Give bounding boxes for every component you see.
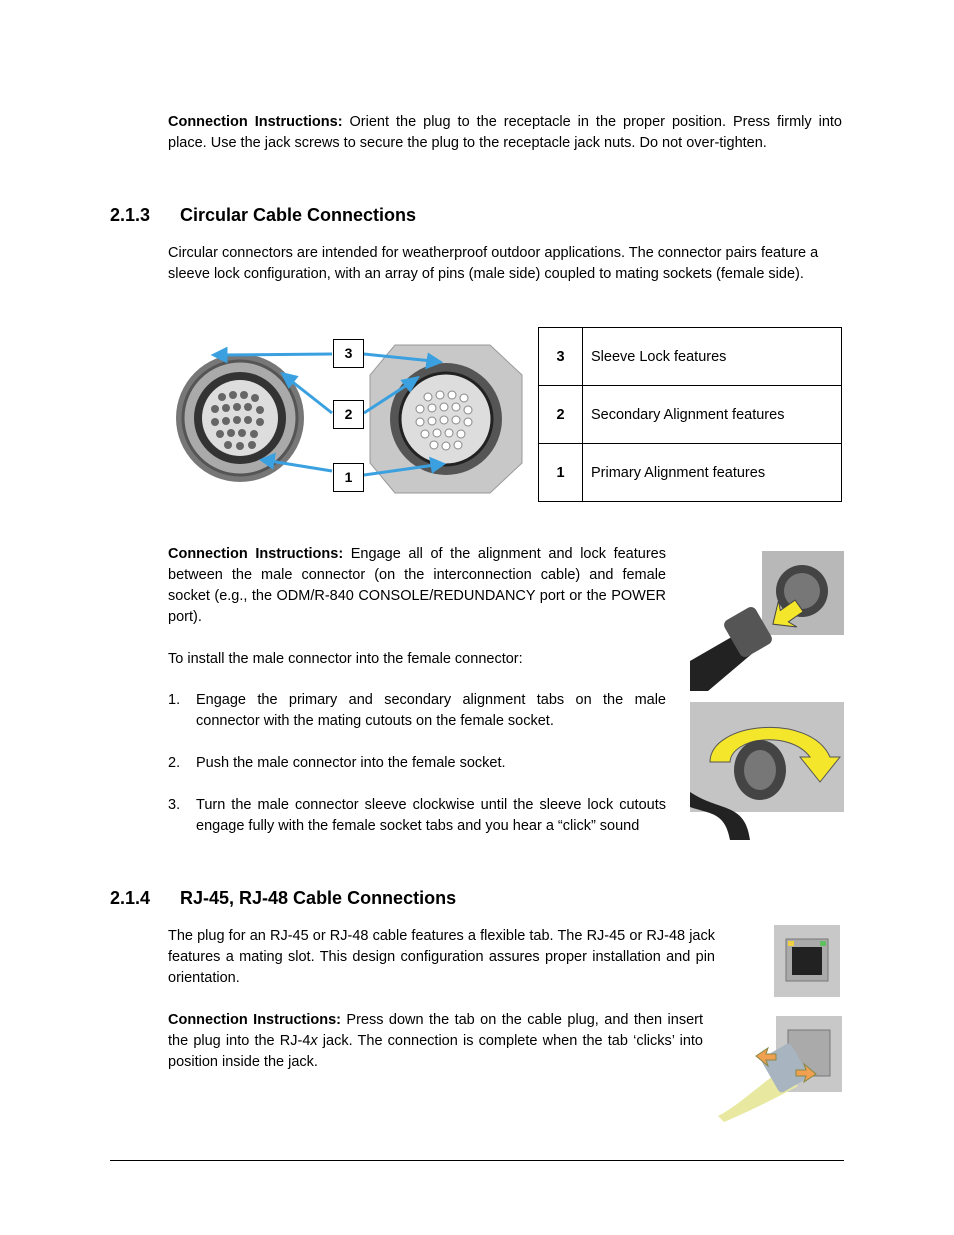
feature-number: 2 xyxy=(539,386,583,444)
install-intro: To install the male connector into the female connector: xyxy=(168,651,523,667)
section-214-number: 2.1.4 xyxy=(110,888,151,908)
rj-jack-photo xyxy=(774,925,840,997)
step-number: 2. xyxy=(168,755,181,771)
rj-instructions-italic: x xyxy=(310,1033,318,1049)
step-text: Push the male connector into the female socket. xyxy=(196,755,506,771)
section-213-heading xyxy=(110,205,416,226)
section-213-number: 2.1.3 xyxy=(110,205,151,225)
footer-rule xyxy=(110,1160,844,1161)
circular-instructions-text: Engage all of the alignment and lock features between the male connector (on the interconnection cable) and female socket (e.g., the ODM/R-840 CONSOLE/REDUNDANCY port or the POWER port). xyxy=(168,546,666,625)
step-number: 1. xyxy=(168,692,181,708)
step-number: 3. xyxy=(168,797,181,813)
callout-1: 1 xyxy=(333,463,364,492)
callout-2: 2 xyxy=(333,400,364,429)
step-text: Turn the male connector sleeve clockwise until the sleeve lock cutouts engage fully with the female socket tabs and you hear a “click” sound xyxy=(196,797,666,834)
feature-table xyxy=(538,327,842,502)
rj-instructions-pre: Press down the tab on the cable plug, and then insert the plug into the RJ-4 xyxy=(168,1012,703,1049)
callout-3: 3 xyxy=(333,339,364,368)
circular-instructions xyxy=(168,544,666,628)
section-214-title: RJ-45, RJ-48 Cable Connections xyxy=(180,888,457,908)
section-213-description: Circular connectors are intended for weatherproof outdoor applications. The connector pairs feature a sleeve lock configuration, with an array of pins (male side) coupled to mating sockets (female side). xyxy=(168,245,819,282)
intro-paragraph xyxy=(168,112,842,154)
table-row xyxy=(539,328,842,386)
section-213-title: Circular Cable Connections xyxy=(180,205,417,225)
section-214-description: The plug for an RJ-45 or RJ-48 cable features a flexible tab. The RJ-45 or RJ-48 jack features a mating slot. This design configuration assures proper installation and pin orientation. xyxy=(168,928,715,986)
list-item xyxy=(168,690,666,732)
sleeve-turn-photo xyxy=(690,702,844,840)
rj-instructions xyxy=(168,1010,703,1073)
circular-instructions-label: Connection Instructions: xyxy=(168,546,344,562)
table-row xyxy=(539,386,842,444)
feature-label: Secondary Alignment features xyxy=(583,386,842,444)
intro-label: Connection Instructions: xyxy=(168,114,343,130)
intro-text: Orient the plug to the receptacle in the proper position. Press firmly into place. Use the jack screws to secure the plug to the receptacle jack nuts. Do not over-tighten. xyxy=(168,114,842,151)
feature-number: 3 xyxy=(539,328,583,386)
section-214-heading xyxy=(110,888,456,909)
feature-number: 1 xyxy=(539,444,583,502)
rj-instructions-label: Connection Instructions: xyxy=(168,1012,341,1028)
feature-label: Sleeve Lock features xyxy=(583,328,842,386)
rj-instructions-post: jack. The connection is complete when the tab ‘clicks’ into position inside the jack. xyxy=(168,1033,703,1070)
plug-insert-photo xyxy=(690,551,844,691)
list-item xyxy=(168,795,666,837)
feature-label: Primary Alignment features xyxy=(583,444,842,502)
list-item xyxy=(168,753,666,774)
step-text: Engage the primary and secondary alignment tabs on the male connector with the mating cutouts on the female socket. xyxy=(196,692,666,729)
rj-plug-photo xyxy=(718,1016,842,1122)
table-row xyxy=(539,444,842,502)
